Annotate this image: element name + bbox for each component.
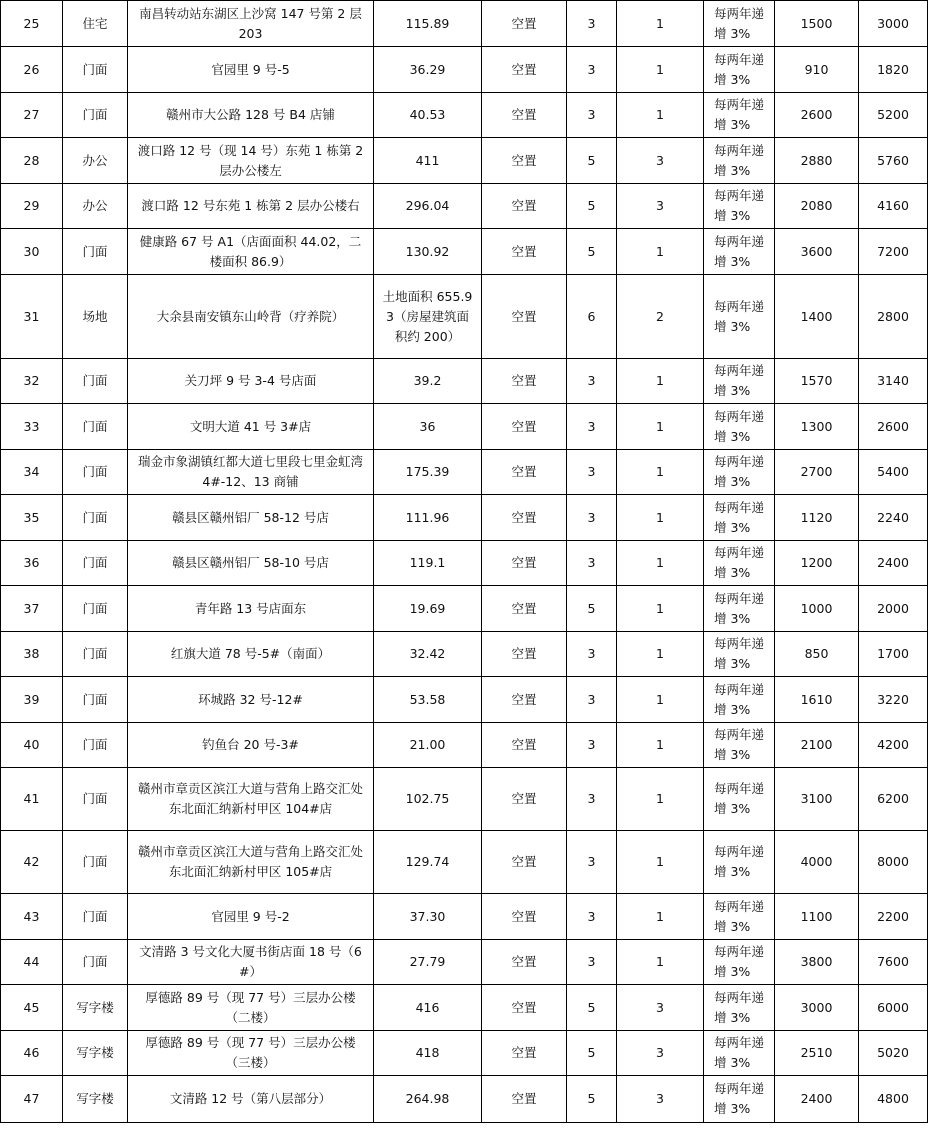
property-status: 空置 xyxy=(482,768,567,831)
property-use: 办公 xyxy=(63,184,128,229)
reference-rent: 4800 xyxy=(859,1076,928,1123)
property-area: 264.98 xyxy=(374,1076,482,1123)
table-row xyxy=(1,831,928,894)
property-area: 418 xyxy=(374,1031,482,1076)
lease-term: 5 xyxy=(567,586,617,632)
rent-growth: 每两年递增 3% xyxy=(704,359,775,404)
monthly-rent: 2880 xyxy=(775,138,859,184)
property-area: 130.92 xyxy=(374,229,482,275)
property-status: 空置 xyxy=(482,1031,567,1076)
row-number: 36 xyxy=(1,541,63,586)
property-area: 129.74 xyxy=(374,831,482,894)
deposit-months: 1 xyxy=(617,359,704,404)
deposit-months: 3 xyxy=(617,1076,704,1123)
property-area: 416 xyxy=(374,985,482,1031)
property-area: 土地面积 655.93（房屋建筑面积约 200） xyxy=(374,275,482,359)
rent-growth: 每两年递增 3% xyxy=(704,229,775,275)
property-address: 南昌转动站东湖区上沙窝 147 号第 2 层 203 xyxy=(128,1,374,47)
table-row xyxy=(1,940,928,985)
row-number: 43 xyxy=(1,894,63,940)
property-status: 空置 xyxy=(482,723,567,768)
property-area: 37.30 xyxy=(374,894,482,940)
monthly-rent: 1610 xyxy=(775,677,859,723)
property-status: 空置 xyxy=(482,541,567,586)
property-address: 官园里 9 号-5 xyxy=(128,47,374,93)
lease-term: 3 xyxy=(567,677,617,723)
property-use: 写字楼 xyxy=(63,985,128,1031)
property-use: 门面 xyxy=(63,93,128,138)
property-status: 空置 xyxy=(482,275,567,359)
row-number: 38 xyxy=(1,632,63,677)
lease-term: 3 xyxy=(567,93,617,138)
row-number: 30 xyxy=(1,229,63,275)
monthly-rent: 910 xyxy=(775,47,859,93)
table-row xyxy=(1,586,928,632)
deposit-months: 1 xyxy=(617,450,704,495)
row-number: 41 xyxy=(1,768,63,831)
reference-rent: 6000 xyxy=(859,985,928,1031)
rent-growth: 每两年递增 3% xyxy=(704,1031,775,1076)
property-address: 文清路 12 号（第八层部分） xyxy=(128,1076,374,1123)
lease-term: 3 xyxy=(567,768,617,831)
reference-rent: 1700 xyxy=(859,632,928,677)
deposit-months: 3 xyxy=(617,184,704,229)
reference-rent: 4160 xyxy=(859,184,928,229)
property-status: 空置 xyxy=(482,632,567,677)
property-area: 411 xyxy=(374,138,482,184)
property-use: 门面 xyxy=(63,229,128,275)
row-number: 39 xyxy=(1,677,63,723)
property-address: 赣县区赣州铝厂 58-12 号店 xyxy=(128,495,374,541)
row-number: 25 xyxy=(1,1,63,47)
reference-rent: 2400 xyxy=(859,541,928,586)
lease-term: 5 xyxy=(567,184,617,229)
reference-rent: 2800 xyxy=(859,275,928,359)
property-address: 赣州市章贡区滨江大道与营角上路交汇处东北面汇纳新村甲区 104#店 xyxy=(128,768,374,831)
row-number: 46 xyxy=(1,1031,63,1076)
property-area: 40.53 xyxy=(374,93,482,138)
property-status: 空置 xyxy=(482,831,567,894)
reference-rent: 7600 xyxy=(859,940,928,985)
property-address: 厚德路 89 号（现 77 号）三层办公楼（二楼） xyxy=(128,985,374,1031)
monthly-rent: 2510 xyxy=(775,1031,859,1076)
property-status: 空置 xyxy=(482,138,567,184)
deposit-months: 1 xyxy=(617,940,704,985)
property-use: 门面 xyxy=(63,632,128,677)
property-use: 办公 xyxy=(63,138,128,184)
reference-rent: 4200 xyxy=(859,723,928,768)
table-row xyxy=(1,768,928,831)
lease-term: 3 xyxy=(567,940,617,985)
reference-rent: 5400 xyxy=(859,450,928,495)
deposit-months: 1 xyxy=(617,586,704,632)
row-number: 32 xyxy=(1,359,63,404)
lease-term: 5 xyxy=(567,1076,617,1123)
monthly-rent: 2700 xyxy=(775,450,859,495)
table-row xyxy=(1,184,928,229)
deposit-months: 3 xyxy=(617,985,704,1031)
property-address: 赣州市章贡区滨江大道与营角上路交汇处东北面汇纳新村甲区 105#店 xyxy=(128,831,374,894)
monthly-rent: 2100 xyxy=(775,723,859,768)
property-address: 渡口路 12 号东苑 1 栋第 2 层办公楼右 xyxy=(128,184,374,229)
lease-term: 3 xyxy=(567,47,617,93)
deposit-months: 1 xyxy=(617,632,704,677)
property-status: 空置 xyxy=(482,47,567,93)
rent-growth: 每两年递增 3% xyxy=(704,541,775,586)
lease-term: 3 xyxy=(567,359,617,404)
table-body xyxy=(1,1,928,1123)
deposit-months: 3 xyxy=(617,138,704,184)
monthly-rent: 2600 xyxy=(775,93,859,138)
property-address: 大余县南安镇东山岭背（疗养院） xyxy=(128,275,374,359)
property-area: 32.42 xyxy=(374,632,482,677)
lease-term: 3 xyxy=(567,1,617,47)
lease-term: 5 xyxy=(567,229,617,275)
deposit-months: 1 xyxy=(617,1,704,47)
monthly-rent: 850 xyxy=(775,632,859,677)
property-use: 写字楼 xyxy=(63,1031,128,1076)
property-address: 青年路 13 号店面东 xyxy=(128,586,374,632)
lease-term: 5 xyxy=(567,1031,617,1076)
table-row xyxy=(1,677,928,723)
table-row xyxy=(1,138,928,184)
reference-rent: 5760 xyxy=(859,138,928,184)
table-row xyxy=(1,1031,928,1076)
property-address: 钓鱼台 20 号-3# xyxy=(128,723,374,768)
deposit-months: 1 xyxy=(617,229,704,275)
property-use: 门面 xyxy=(63,541,128,586)
table-row xyxy=(1,495,928,541)
row-number: 33 xyxy=(1,404,63,450)
monthly-rent: 1100 xyxy=(775,894,859,940)
reference-rent: 5200 xyxy=(859,93,928,138)
deposit-months: 1 xyxy=(617,541,704,586)
property-use: 门面 xyxy=(63,677,128,723)
reference-rent: 2600 xyxy=(859,404,928,450)
table-row xyxy=(1,1,928,47)
table-row xyxy=(1,541,928,586)
table-row xyxy=(1,894,928,940)
row-number: 40 xyxy=(1,723,63,768)
monthly-rent: 1300 xyxy=(775,404,859,450)
property-use: 门面 xyxy=(63,894,128,940)
rent-growth: 每两年递增 3% xyxy=(704,275,775,359)
property-area: 39.2 xyxy=(374,359,482,404)
rent-growth: 每两年递增 3% xyxy=(704,47,775,93)
table-row xyxy=(1,632,928,677)
rent-growth: 每两年递增 3% xyxy=(704,495,775,541)
lease-term: 3 xyxy=(567,541,617,586)
rent-growth: 每两年递增 3% xyxy=(704,1076,775,1123)
rent-growth: 每两年递增 3% xyxy=(704,93,775,138)
property-area: 115.89 xyxy=(374,1,482,47)
property-address: 健康路 67 号 A1（店面面积 44.02，二楼面积 86.9） xyxy=(128,229,374,275)
reference-rent: 7200 xyxy=(859,229,928,275)
lease-term: 3 xyxy=(567,404,617,450)
table-row xyxy=(1,359,928,404)
rent-growth: 每两年递增 3% xyxy=(704,831,775,894)
property-area: 19.69 xyxy=(374,586,482,632)
lease-term: 6 xyxy=(567,275,617,359)
property-use: 门面 xyxy=(63,495,128,541)
row-number: 27 xyxy=(1,93,63,138)
rent-growth: 每两年递增 3% xyxy=(704,677,775,723)
rent-growth: 每两年递增 3% xyxy=(704,450,775,495)
row-number: 45 xyxy=(1,985,63,1031)
deposit-months: 1 xyxy=(617,677,704,723)
rent-growth: 每两年递增 3% xyxy=(704,985,775,1031)
property-area: 296.04 xyxy=(374,184,482,229)
deposit-months: 1 xyxy=(617,831,704,894)
property-use: 门面 xyxy=(63,586,128,632)
property-use: 门面 xyxy=(63,47,128,93)
monthly-rent: 1000 xyxy=(775,586,859,632)
property-status: 空置 xyxy=(482,985,567,1031)
lease-term: 5 xyxy=(567,138,617,184)
table-row xyxy=(1,275,928,359)
property-address: 红旗大道 78 号-5#（南面） xyxy=(128,632,374,677)
property-status: 空置 xyxy=(482,495,567,541)
deposit-months: 1 xyxy=(617,894,704,940)
rent-growth: 每两年递增 3% xyxy=(704,184,775,229)
reference-rent: 3000 xyxy=(859,1,928,47)
deposit-months: 1 xyxy=(617,93,704,138)
row-number: 28 xyxy=(1,138,63,184)
monthly-rent: 1500 xyxy=(775,1,859,47)
rent-growth: 每两年递增 3% xyxy=(704,940,775,985)
property-status: 空置 xyxy=(482,404,567,450)
lease-term: 3 xyxy=(567,894,617,940)
rent-growth: 每两年递增 3% xyxy=(704,1,775,47)
reference-rent: 2000 xyxy=(859,586,928,632)
deposit-months: 2 xyxy=(617,275,704,359)
property-status: 空置 xyxy=(482,1,567,47)
property-use: 住宅 xyxy=(63,1,128,47)
reference-rent: 3220 xyxy=(859,677,928,723)
reference-rent: 2200 xyxy=(859,894,928,940)
lease-term: 3 xyxy=(567,632,617,677)
property-address: 文明大道 41 号 3#店 xyxy=(128,404,374,450)
rent-growth: 每两年递增 3% xyxy=(704,723,775,768)
property-status: 空置 xyxy=(482,450,567,495)
monthly-rent: 1400 xyxy=(775,275,859,359)
lease-term: 3 xyxy=(567,495,617,541)
property-use: 门面 xyxy=(63,404,128,450)
row-number: 35 xyxy=(1,495,63,541)
property-address: 环城路 32 号-12# xyxy=(128,677,374,723)
table-row xyxy=(1,404,928,450)
property-status: 空置 xyxy=(482,940,567,985)
row-number: 47 xyxy=(1,1076,63,1123)
table-row xyxy=(1,1076,928,1123)
lease-term: 3 xyxy=(567,831,617,894)
property-status: 空置 xyxy=(482,229,567,275)
monthly-rent: 3800 xyxy=(775,940,859,985)
reference-rent: 5020 xyxy=(859,1031,928,1076)
rent-growth: 每两年递增 3% xyxy=(704,138,775,184)
reference-rent: 3140 xyxy=(859,359,928,404)
property-area: 111.96 xyxy=(374,495,482,541)
row-number: 44 xyxy=(1,940,63,985)
property-area: 36 xyxy=(374,404,482,450)
property-use: 门面 xyxy=(63,723,128,768)
property-status: 空置 xyxy=(482,1076,567,1123)
table-row xyxy=(1,450,928,495)
property-status: 空置 xyxy=(482,359,567,404)
property-address: 关刀坪 9 号 3-4 号店面 xyxy=(128,359,374,404)
property-use: 门面 xyxy=(63,768,128,831)
table-row xyxy=(1,47,928,93)
deposit-months: 1 xyxy=(617,47,704,93)
row-number: 31 xyxy=(1,275,63,359)
table-row xyxy=(1,93,928,138)
property-status: 空置 xyxy=(482,894,567,940)
rent-growth: 每两年递增 3% xyxy=(704,768,775,831)
property-status: 空置 xyxy=(482,93,567,138)
lease-term: 3 xyxy=(567,723,617,768)
property-address: 赣州市大公路 128 号 B4 店铺 xyxy=(128,93,374,138)
property-status: 空置 xyxy=(482,677,567,723)
property-address: 厚德路 89 号（现 77 号）三层办公楼（三楼） xyxy=(128,1031,374,1076)
deposit-months: 1 xyxy=(617,404,704,450)
row-number: 34 xyxy=(1,450,63,495)
table-row xyxy=(1,229,928,275)
monthly-rent: 1570 xyxy=(775,359,859,404)
property-use: 写字楼 xyxy=(63,1076,128,1123)
reference-rent: 2240 xyxy=(859,495,928,541)
property-area: 36.29 xyxy=(374,47,482,93)
property-address: 文清路 3 号文化大厦书街店面 18 号（6#） xyxy=(128,940,374,985)
property-status: 空置 xyxy=(482,586,567,632)
monthly-rent: 1200 xyxy=(775,541,859,586)
property-area: 175.39 xyxy=(374,450,482,495)
reference-rent: 1820 xyxy=(859,47,928,93)
property-use: 门面 xyxy=(63,940,128,985)
property-use: 门面 xyxy=(63,359,128,404)
reference-rent: 6200 xyxy=(859,768,928,831)
monthly-rent: 4000 xyxy=(775,831,859,894)
monthly-rent: 2400 xyxy=(775,1076,859,1123)
monthly-rent: 2080 xyxy=(775,184,859,229)
deposit-months: 3 xyxy=(617,1031,704,1076)
rent-growth: 每两年递增 3% xyxy=(704,894,775,940)
monthly-rent: 3600 xyxy=(775,229,859,275)
table-row xyxy=(1,985,928,1031)
deposit-months: 1 xyxy=(617,723,704,768)
property-area: 119.1 xyxy=(374,541,482,586)
lease-term: 5 xyxy=(567,985,617,1031)
property-area: 21.00 xyxy=(374,723,482,768)
rent-growth: 每两年递增 3% xyxy=(704,586,775,632)
lease-term: 3 xyxy=(567,450,617,495)
rent-growth: 每两年递增 3% xyxy=(704,632,775,677)
property-address: 瑞金市象湖镇红都大道七里段七里金虹湾 4#-12、13 商铺 xyxy=(128,450,374,495)
property-area: 27.79 xyxy=(374,940,482,985)
row-number: 42 xyxy=(1,831,63,894)
table-row xyxy=(1,723,928,768)
property-address: 渡口路 12 号（现 14 号）东苑 1 栋第 2 层办公楼左 xyxy=(128,138,374,184)
deposit-months: 1 xyxy=(617,495,704,541)
property-address: 官园里 9 号-2 xyxy=(128,894,374,940)
row-number: 37 xyxy=(1,586,63,632)
rent-growth: 每两年递增 3% xyxy=(704,404,775,450)
deposit-months: 1 xyxy=(617,768,704,831)
monthly-rent: 1120 xyxy=(775,495,859,541)
property-use: 门面 xyxy=(63,450,128,495)
property-use: 场地 xyxy=(63,275,128,359)
reference-rent: 8000 xyxy=(859,831,928,894)
monthly-rent: 3000 xyxy=(775,985,859,1031)
property-area: 102.75 xyxy=(374,768,482,831)
monthly-rent: 3100 xyxy=(775,768,859,831)
property-address: 赣县区赣州铝厂 58-10 号店 xyxy=(128,541,374,586)
row-number: 26 xyxy=(1,47,63,93)
row-number: 29 xyxy=(1,184,63,229)
property-use: 门面 xyxy=(63,831,128,894)
property-status: 空置 xyxy=(482,184,567,229)
property-area: 53.58 xyxy=(374,677,482,723)
